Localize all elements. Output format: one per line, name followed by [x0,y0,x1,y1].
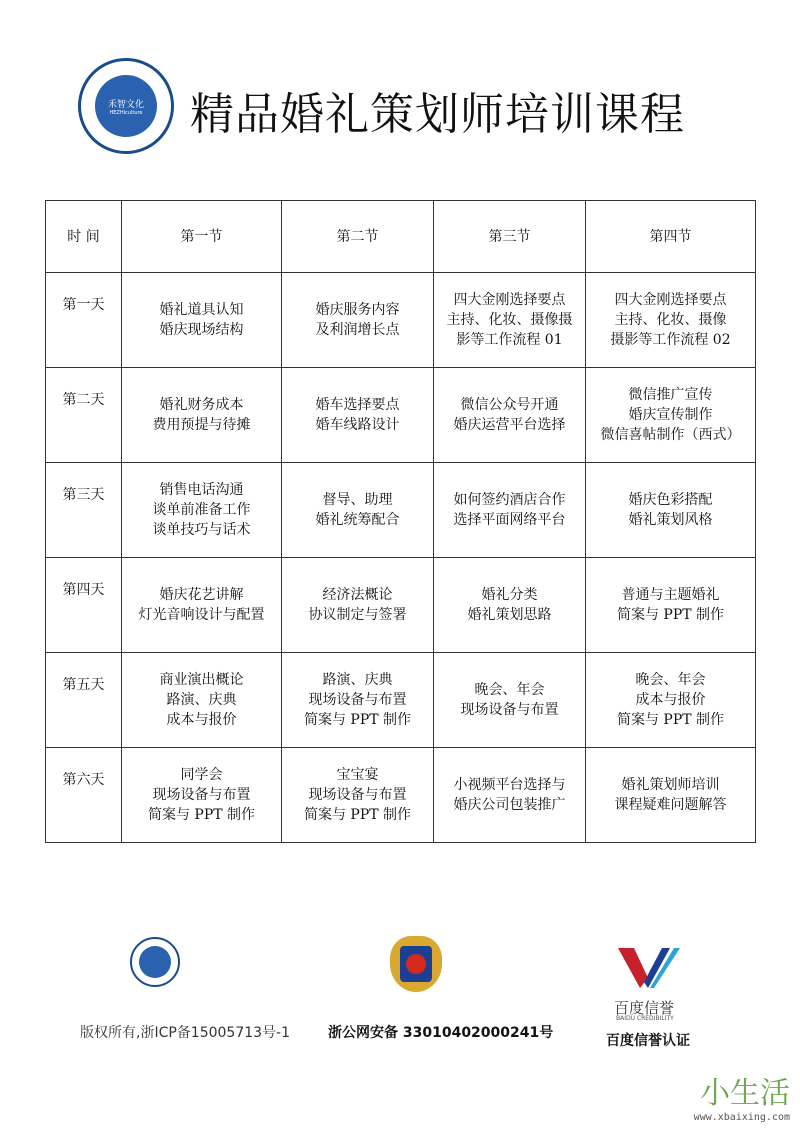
day-label: 第二天 [46,368,122,463]
baidu-logo-text: 百度信誉 [614,999,675,1017]
table-row [46,368,756,463]
baidu-cert-text: 百度信誉认证 [606,1033,690,1049]
session-cell [586,368,756,463]
table-row [46,273,756,368]
session-line: 婚礼财务成本 [159,397,244,413]
session-line: 婚车线路设计 [315,417,400,433]
day-label: 第一天 [46,273,122,368]
session-cell [122,653,282,748]
session-line: 婚礼策划风格 [628,512,713,528]
session-line: 谈单前准备工作 [152,502,251,518]
session-cell [434,368,586,463]
session-line: 婚礼统筹配合 [315,512,400,528]
session-line: 宝宝宴 [336,767,379,783]
session-line: 婚庆花艺讲解 [159,587,244,603]
session-line: 成本与报价 [635,692,706,708]
session-line: 协议制定与签署 [308,607,407,623]
session-cell [282,368,434,463]
session-line: 婚庆公司包装推广 [453,797,566,813]
session-cell [434,273,586,368]
session-line: 现场设备与布置 [308,692,407,708]
page-title: 精品婚礼策划师培训课程 [190,89,685,140]
session-line: 微信公众号开通 [460,397,559,413]
session-cell [122,558,282,653]
session-line: 课程疑难问题解答 [614,797,727,813]
session-line: 谈单技巧与话术 [152,522,251,538]
session-line: 婚庆现场结构 [159,322,244,338]
baidu-logo-sub: BAIDU CREDIBILITY [616,1015,674,1022]
session-cell [282,653,434,748]
session-line: 婚礼策划师培训 [621,777,720,793]
session-line: 灯光音响设计与配置 [138,607,265,623]
session-line: 现场设备与布置 [152,787,251,803]
session-line: 婚庆服务内容 [315,302,400,318]
session-line: 商业演出概论 [159,672,244,688]
watermark-text: 小生活 [700,1076,790,1111]
column-header: 第四节 [586,201,756,273]
session-line: 同学会 [180,767,223,783]
session-cell [586,558,756,653]
session-cell [586,653,756,748]
session-line: 主持、化妆、摄像摄 [446,312,573,328]
session-line: 婚车选择要点 [315,397,400,413]
session-line: 四大金刚选择要点 [453,292,566,308]
session-line: 费用预提与待摊 [152,417,251,433]
session-line: 现场设备与布置 [308,787,407,803]
session-line: 现场设备与布置 [460,702,559,718]
session-cell [122,463,282,558]
session-cell [282,748,434,843]
session-line: 婚庆宣传制作 [628,407,713,423]
session-cell [282,273,434,368]
session-line: 督导、助理 [322,492,393,508]
watermark [694,1068,790,1123]
session-cell [434,463,586,558]
session-line: 摄影等工作流程 02 [610,332,731,348]
column-header: 时 间 [46,201,122,273]
session-cell [586,273,756,368]
table-row [46,463,756,558]
table-row [46,653,756,748]
session-line: 微信喜帖制作（西式） [600,427,741,443]
table-row [46,748,756,843]
session-line: 简案与 PPT 制作 [303,807,412,823]
session-cell [122,748,282,843]
company-seal [130,937,180,987]
session-line: 婚庆运营平台选择 [453,417,566,433]
day-label: 第四天 [46,558,122,653]
police-emblem-icon [390,936,442,992]
session-line: 婚庆色彩搭配 [628,492,713,508]
session-line: 普通与主题婚礼 [621,587,720,603]
police-record-text: 浙公网安备 33010402000241号 [328,1025,554,1041]
session-cell [434,558,586,653]
table-row [46,558,756,653]
session-line: 晚会、年会 [474,682,545,698]
session-line: 简案与 PPT 制作 [303,712,412,728]
session-line: 主持、化妆、摄像 [614,312,727,328]
logo [78,58,174,154]
session-cell [122,368,282,463]
logo-text: 禾智文化 [107,99,144,110]
session-line: 路演、庆典 [166,692,237,708]
session-cell [586,463,756,558]
session-line: 销售电话沟通 [159,482,244,498]
session-cell [282,463,434,558]
session-line: 简案与 PPT 制作 [147,807,256,823]
column-header: 第一节 [122,201,282,273]
session-line: 婚礼分类 [481,587,538,603]
day-label: 第三天 [46,463,122,558]
column-header: 第三节 [434,201,586,273]
session-line: 小视频平台选择与 [453,777,566,793]
session-line: 简案与 PPT 制作 [616,712,725,728]
logo-sub: HEZHIculture [109,109,143,116]
session-line: 影等工作流程 01 [456,332,563,348]
session-line: 经济法概论 [322,587,393,603]
session-line: 晚会、年会 [635,672,706,688]
session-line: 如何签约酒店合作 [453,492,566,508]
column-header: 第二节 [282,201,434,273]
baidu-credibility-logo [618,948,682,988]
session-cell [434,653,586,748]
schedule-table [45,200,756,843]
session-line: 路演、庆典 [322,672,393,688]
copyright-text: 版权所有,浙ICP备15005713号-1 [80,1025,291,1041]
session-cell [434,748,586,843]
session-cell [282,558,434,653]
day-label: 第六天 [46,748,122,843]
session-line: 选择平面网络平台 [453,512,566,528]
session-line: 四大金刚选择要点 [614,292,727,308]
session-line: 及利润增长点 [315,322,400,338]
session-line: 微信推广宣传 [628,387,713,403]
session-line: 婚礼道具认知 [159,302,244,318]
session-cell [586,748,756,843]
session-line: 婚礼策划思路 [467,607,552,623]
session-line: 简案与 PPT 制作 [616,607,725,623]
day-label: 第五天 [46,653,122,748]
session-line: 成本与报价 [166,712,237,728]
session-cell [122,273,282,368]
watermark-url: www.xbaixing.com [693,1112,790,1123]
